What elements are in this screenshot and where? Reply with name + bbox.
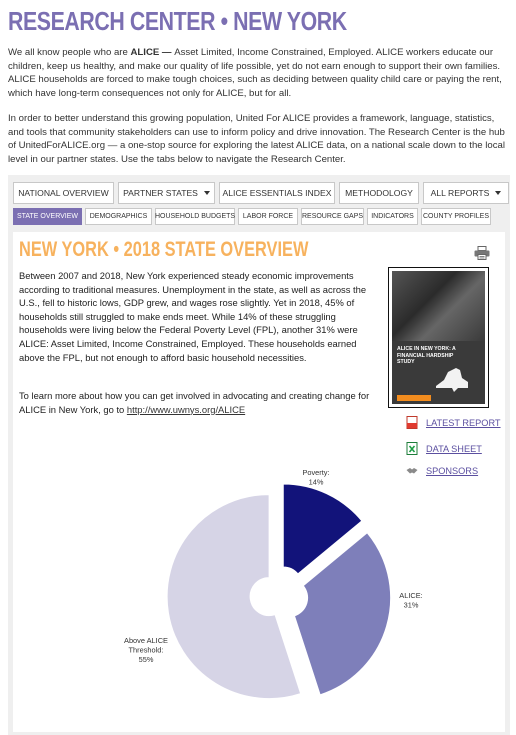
state-tabs [13, 208, 491, 225]
new-york-map-icon [434, 366, 470, 394]
overview-paragraph: Between 2007 and 2018, New York experienced steady economic improvements according to traditional measures. Unemployment in the state, as well as across the U.S., fell to historic lows, GDP grew, and wages rose slightly. Yet in 2018, 45% of households still struggled to make ends meet. While 14% of these struggling households were living below the Federal Poverty Level (FPL), another 31% were ALICE: Asset Limited, Income Constrained, Employed. These households earned above the FPL, but not enough to afford basic household necessities. [19, 270, 367, 363]
tab-resource-gaps[interactable]: RESOURCE GAPS [301, 208, 364, 225]
all-reports-button[interactable]: ALL REPORTS [423, 182, 509, 204]
data-sheet-link[interactable]: DATA SHEET [406, 442, 482, 455]
section-title: NEW YORK • 2018 STATE OVERVIEW [19, 238, 309, 261]
tab-county-profiles[interactable]: COUNTY PROFILES [421, 208, 491, 225]
main-nav [13, 182, 509, 204]
chevron-down-icon [495, 191, 501, 195]
printer-icon[interactable] [474, 246, 490, 260]
chevron-down-icon [204, 191, 210, 195]
tab-household-budgets[interactable]: HOUSEHOLD BUDGETS [155, 208, 235, 225]
tab-labor-force[interactable]: LABOR FORCE [238, 208, 298, 225]
overview-content [13, 232, 505, 732]
uwnys-link[interactable]: http://www.uwnys.org/ALICE [126, 403, 246, 415]
tab-demographics[interactable]: DEMOGRAPHICS [85, 208, 152, 225]
national-overview-button[interactable]: NATIONAL OVERVIEW [13, 182, 114, 204]
pie-label-alice: ALICE: 31% [399, 591, 423, 610]
page-title: RESEARCH CENTER • NEW YORK [8, 6, 347, 36]
pdf-icon [406, 416, 418, 429]
intro-paragraph-2: In order to better understand this growing population, United For ALICE provides a framework, language, statistics, and tools that community stakeholders can use to inform policy and drive innovation. The Research Center is the hub of UnitedForALICE.org — a one-stop source for exploring the latest ALICE data, on a national scale down to the local level in our partner states. Use the tabs below to navigate the Research Center. [8, 113, 506, 165]
sponsors-link[interactable]: SPONSORS [406, 464, 478, 477]
report-cover-title: ALICE IN NEW YORK: A FINANCIAL HARDSHIP STUDY [397, 346, 456, 365]
tab-state-overview[interactable]: STATE OVERVIEW [13, 208, 82, 225]
partner-states-button[interactable]: PARTNER STATES [118, 182, 215, 204]
advocacy-paragraph: To learn more about how you can get involved in advocating and creating change for ALICE in New York, go to http://www.uwnys.org/ALICE [19, 390, 370, 415]
latest-report-link[interactable]: LATEST REPORT [406, 416, 501, 429]
pie-slice-above-alice[interactable] [167, 495, 301, 699]
excel-icon [406, 442, 418, 455]
report-cover-image[interactable] [388, 267, 489, 408]
tab-indicators[interactable]: INDICATORS [367, 208, 418, 225]
pie-label-poverty: Poverty: 14% [302, 468, 330, 487]
intro-paragraph-1: We all know people who are ALICE — Asset Limited, Income Constrained, Employed. ALICE workers educate our children, keep us healthy, and make our quality of life possible, yet do not earn enough to support their own families. ALICE households are forced to make tough choices, such as deciding between quality child care or paying the rent, which have long-term consequences not only for ALICE, but for all. [8, 47, 502, 99]
research-panel [8, 175, 510, 735]
alice-essentials-index-button[interactable]: ALICE ESSENTIALS INDEX [219, 182, 335, 204]
methodology-button[interactable]: METHODOLOGY [339, 182, 419, 204]
pie-label-above-alice: Above ALICE Threshold: 55% [124, 636, 168, 664]
